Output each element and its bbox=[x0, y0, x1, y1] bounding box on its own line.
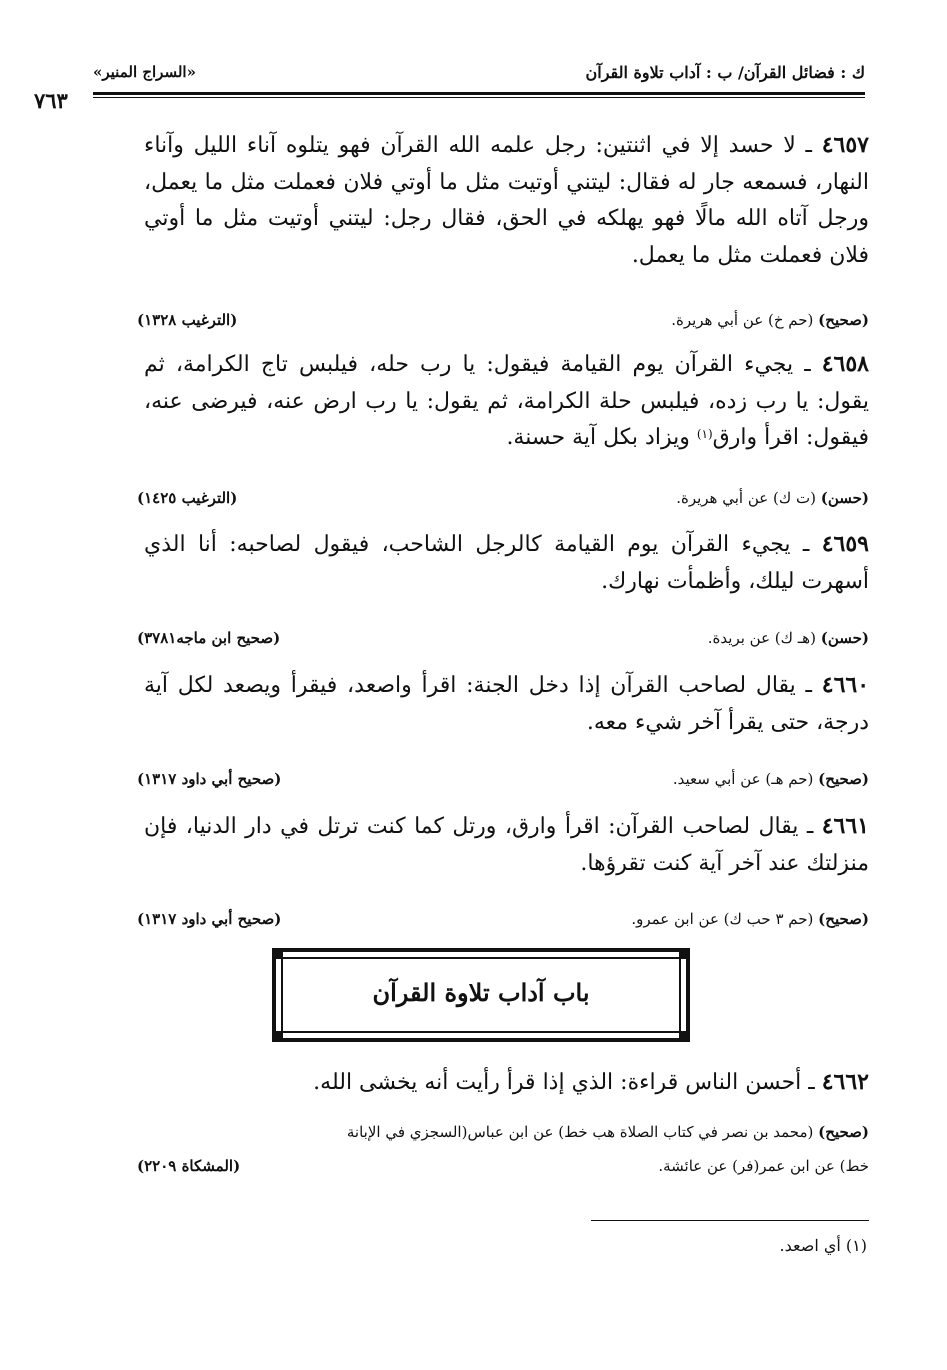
source-line-4657 bbox=[137, 305, 869, 335]
grade: (حسن) bbox=[820, 629, 869, 647]
hadith-4662: ٤٦٦٢ ـ أحسن الناس قراءة: الذي إذا قرأ رأيت أنه يخشى الله. bbox=[313, 1069, 869, 1095]
reference: (صحيح ابن ماجه٣٧٨١) bbox=[137, 629, 281, 647]
narration-part-2: خط) عن ابن عمر(فر) عن عائشة. bbox=[658, 1157, 869, 1175]
reference: (الترغيب ١٣٢٨) bbox=[137, 311, 238, 329]
reference: (المشكاة ٢٢٠٩) bbox=[137, 1157, 241, 1175]
frame-corner bbox=[679, 1031, 688, 1040]
hadith-number: ٤٦٦١ bbox=[821, 813, 869, 839]
narration: (ت ك) عن أبي هريرة. bbox=[676, 489, 816, 507]
hadith-number: ٤٦٥٧ bbox=[821, 132, 869, 158]
hadith-4658: ٤٦٥٨ ـ يجيء القرآن يوم القيامة فيقول: يا رب حله، فيلبس تاج الكرامة، ثم يقول: يا رب زده، فيلبس حلة الكرامة، ثم يقول: يا رب ارض عنه، فيرضى عنه، فيقول: اقرأ وارق$^{(١)}$ ويزاد بكل آية حسنة. bbox=[144, 351, 869, 450]
header-rule-thin bbox=[93, 97, 865, 98]
grade: (صحيح) bbox=[818, 910, 869, 928]
hadith-4657: ٤٦٥٧ ـ لا حسد إلا في اثنتين: رجل علمه الله القرآن فهو يتلوه آناء الليل وآناء النهار، فسمعه جار له فقال: ليتني أوتيت مثل ما أوتي فلان فعملت مثل ما يعمل، ورجل آتاه الله مالًا فهو يهلكه في الحق، فقال رجل: ليتني أوتيت مثل ما أوتي فلان فعملت مثل ما يعمل. bbox=[144, 132, 869, 268]
source-line-4658 bbox=[137, 483, 869, 513]
source-line-4661 bbox=[137, 904, 869, 934]
narration: (حم هـ) عن أبي سعيد. bbox=[672, 770, 814, 788]
hadith-text: يقال لصاحب القرآن إذا دخل الجنة: اقرأ واصعد، فيقرأ ويصعد لكل آية درجة، حتى يقرأ آخر شيء معه. bbox=[144, 673, 869, 735]
footnote: (١) أي اصعد. bbox=[779, 1236, 867, 1255]
chapter-title: باب آداب تلاوة القرآن bbox=[372, 978, 590, 1007]
grade: (حسن) bbox=[820, 489, 869, 507]
frame-corner bbox=[274, 1031, 283, 1040]
source-line-1 bbox=[137, 1115, 869, 1149]
narration: (حم ٣ حب ك) عن ابن عمرو. bbox=[631, 910, 814, 928]
hadith-4659: ٤٦٥٩ ـ يجيء القرآن يوم القيامة كالرجل الشاحب، فيقول لصاحبه: أنا الذي أسهرت ليلك، وأظمأت نهارك. bbox=[144, 531, 869, 594]
source-line-4659 bbox=[137, 623, 869, 653]
grade: (صحيح) bbox=[818, 311, 869, 329]
page-number: ٧٦٣ bbox=[34, 88, 68, 113]
hadith-text: أحسن الناس قراءة: الذي إذا قرأ رأيت أنه يخشى الله. bbox=[313, 1070, 802, 1095]
frame-corner bbox=[679, 950, 688, 959]
hadith-number: ٤٦٦٢ bbox=[821, 1069, 869, 1095]
hadith-text-cont: ويزاد بكل آية حسنة. bbox=[506, 425, 697, 450]
reference: (صحيح أبي داود ١٣١٧) bbox=[137, 910, 282, 928]
source-line-4660 bbox=[137, 764, 869, 794]
narration-part-1: (محمد بن نصر في كتاب الصلاة هب خط) عن ابن عباس(السجزي في الإبانة bbox=[346, 1123, 814, 1141]
chapter-title-frame bbox=[272, 948, 690, 1042]
footnote-rule bbox=[591, 1220, 869, 1221]
source-line-4662 bbox=[137, 1115, 869, 1183]
narration: (هـ ك) عن بريدة. bbox=[707, 629, 816, 647]
grade: (صحيح) bbox=[818, 1123, 869, 1141]
hadith-text: يجيء القرآن يوم القيامة فيقول: يا رب حله، فيلبس تاج الكرامة، ثم يقول: يا رب زده، فيلبس حلة الكرامة، ثم يقول: يا رب ارض عنه، فيرضى عنه، فيقول: اقرأ وارق bbox=[144, 352, 869, 450]
hadith-4660: ٤٦٦٠ ـ يقال لصاحب القرآن إذا دخل الجنة: اقرأ واصعد، فيقرأ ويصعد لكل آية درجة، حتى يقرأ آخر شيء معه. bbox=[144, 672, 870, 735]
source-line-2 bbox=[137, 1149, 869, 1183]
narration: (حم خ) عن أبي هريرة. bbox=[671, 311, 814, 329]
header-rule-thick bbox=[93, 92, 865, 95]
grade: (صحيح) bbox=[818, 770, 869, 788]
hadith-number: ٤٦٥٨ bbox=[821, 351, 869, 377]
hadith-text: لا حسد إلا في اثنتين: رجل علمه الله القرآن فهو يتلوه آناء الليل وآناء النهار، فسمعه جار له فقال: ليتني أوتيت مثل ما أوتي فلان فعملت مثل ما يعمل، ورجل آتاه الله مالًا فهو يهلكه في الحق، فقال رجل: ليتني أوتيت مثل ما أوتي فلان فعملت مثل ما يعمل. bbox=[144, 133, 869, 268]
hadith-text: يجيء القرآن يوم القيامة كالرجل الشاحب، فيقول لصاحبه: أنا الذي أسهرت ليلك، وأظمأت نهارك. bbox=[144, 532, 869, 594]
hadith-number: ٤٦٦٠ bbox=[821, 672, 870, 698]
hadith-number: ٤٦٥٩ bbox=[821, 531, 869, 557]
footnote-marker: (١) bbox=[696, 427, 713, 441]
running-header-chapter: ك : فضائل القرآن/ ب : آداب تلاوة القرآن bbox=[585, 63, 865, 82]
frame-corner bbox=[274, 950, 283, 959]
running-header-book: «السراج المنير» bbox=[93, 63, 196, 81]
hadith-4661: ٤٦٦١ ـ يقال لصاحب القرآن: اقرأ وارق، ورتل كما كنت ترتل في دار الدنيا، فإن منزلتك عند آخر آية كنت تقرؤها. bbox=[144, 813, 869, 876]
hadith-text: يقال لصاحب القرآن: اقرأ وارق، ورتل كما كنت ترتل في دار الدنيا، فإن منزلتك عند آخر آية كنت تقرؤها. bbox=[144, 814, 869, 876]
reference: (الترغيب ١٤٢٥) bbox=[137, 489, 238, 507]
reference: (صحيح أبي داود ١٣١٧) bbox=[137, 770, 282, 788]
